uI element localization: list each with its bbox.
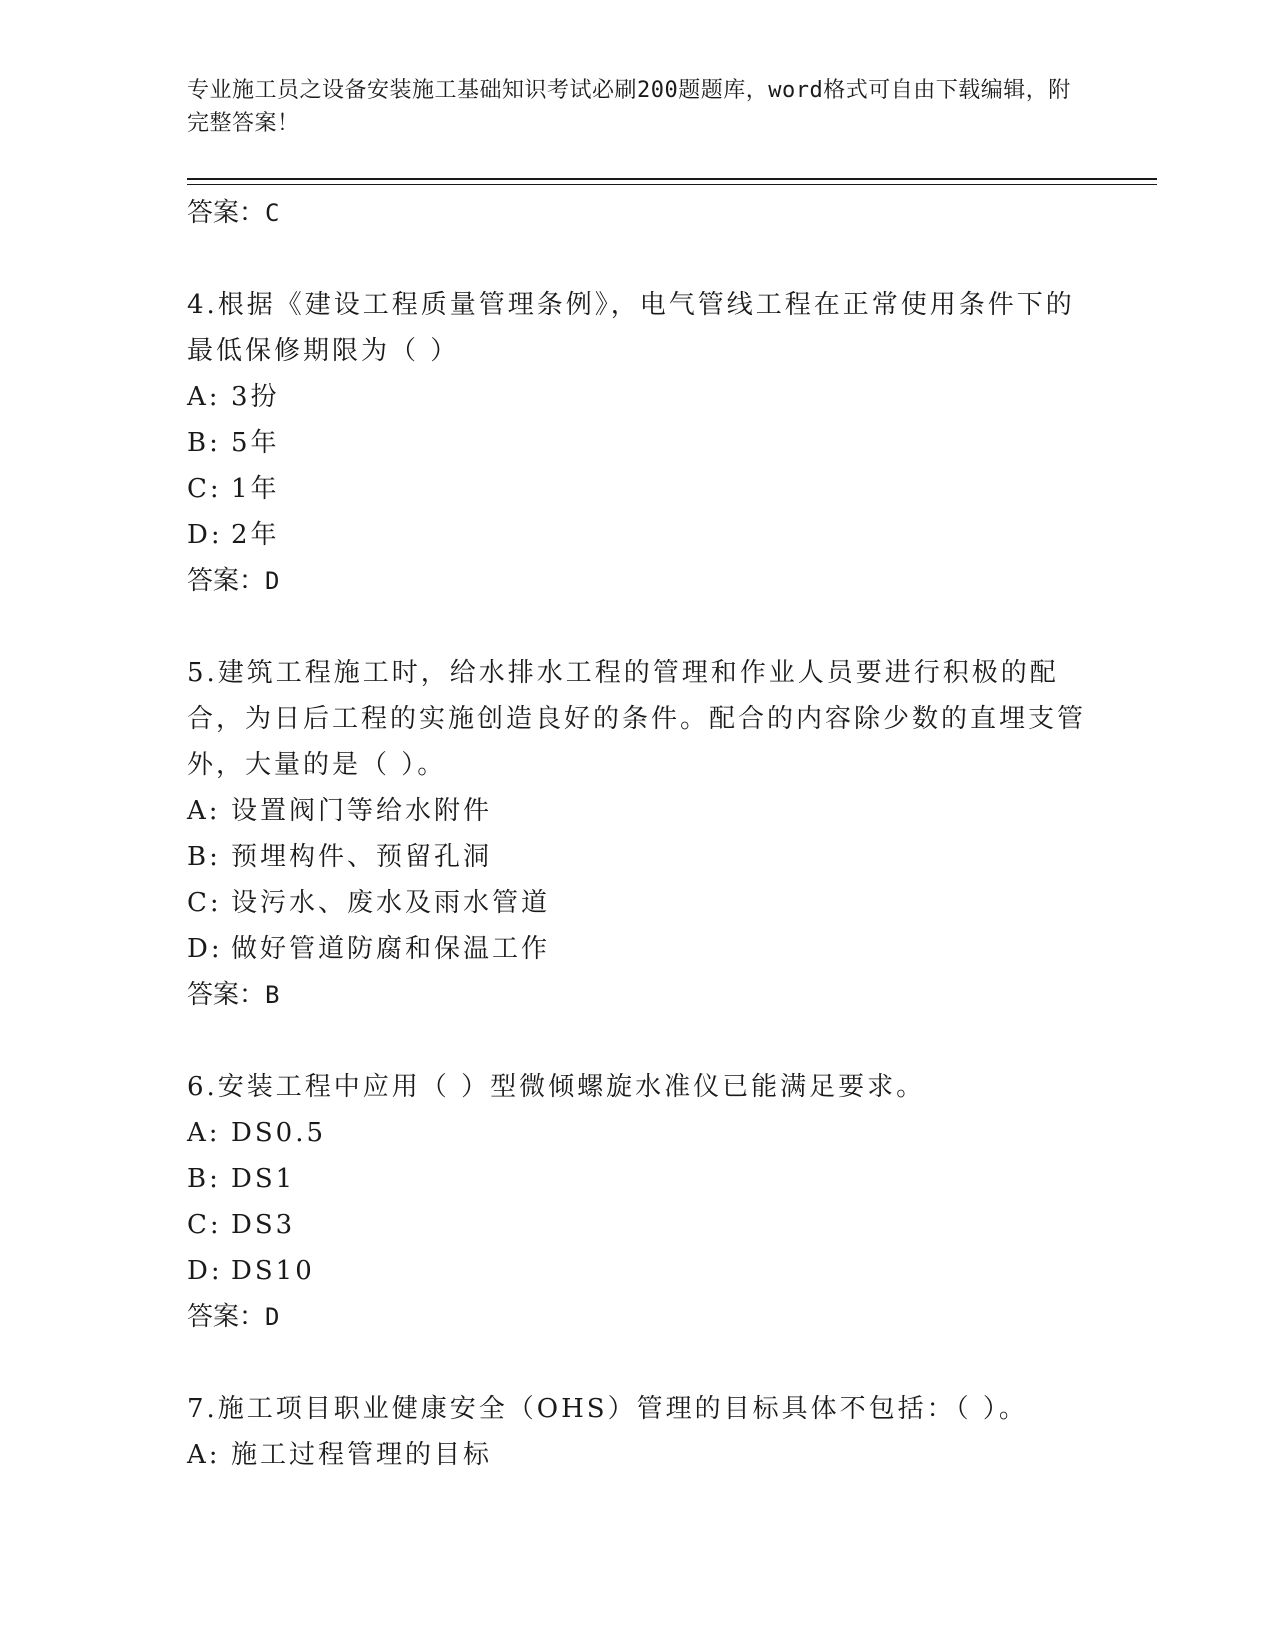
header-divider	[187, 178, 1157, 180]
option-letter: D:	[187, 1256, 223, 1286]
answer-label: 答案：	[187, 566, 266, 596]
option-text: 预埋构件、预留孔洞	[231, 842, 493, 872]
answer-line	[187, 1294, 1087, 1340]
answer-line	[187, 190, 1087, 236]
option-a	[187, 788, 1087, 834]
option-text: 设污水、废水及雨水管道	[231, 888, 551, 918]
option-letter: A:	[187, 382, 221, 412]
answer-label: 答案：	[187, 1302, 266, 1332]
option-letter: B:	[187, 842, 221, 872]
option-text: 3扮	[231, 382, 280, 412]
answer-value: D	[265, 1303, 280, 1331]
document-header: 专业施工员之设备安装施工基础知识考试必刷200题题库，word格式可自由下载编辑，附完整答案！	[187, 78, 1071, 136]
question-text: 6.安装工程中应用（ ）型微倾螺旋水准仪已能满足要求。	[187, 1072, 926, 1102]
option-letter: D:	[187, 934, 223, 964]
option-a	[187, 1110, 1087, 1156]
header-divider-thin	[187, 184, 1157, 185]
question-block	[187, 1386, 1087, 1478]
question-list	[187, 190, 1087, 1478]
option-text: DS3	[231, 1210, 296, 1240]
question-block	[187, 650, 1087, 1018]
option-text: DS10	[231, 1256, 315, 1286]
answer-value: D	[265, 567, 280, 595]
option-c	[187, 880, 1087, 926]
option-text: DS1	[231, 1164, 296, 1194]
option-a	[187, 1432, 1087, 1478]
option-letter: B:	[187, 1164, 221, 1194]
option-text: 2年	[231, 520, 280, 550]
answer-label: 答案：	[187, 198, 266, 228]
answer-line	[187, 558, 1087, 604]
option-c	[187, 1202, 1087, 1248]
option-text: 1年	[231, 474, 280, 504]
answer-value: B	[265, 981, 280, 1009]
option-letter: A:	[187, 1440, 221, 1470]
option-letter: B:	[187, 428, 221, 458]
option-d	[187, 1248, 1087, 1294]
option-letter: D:	[187, 520, 223, 550]
answer-line	[187, 972, 1087, 1018]
answer-value: C	[265, 199, 280, 227]
answer-label: 答案：	[187, 980, 266, 1010]
option-text: 5年	[231, 428, 280, 458]
option-text: 做好管道防腐和保温工作	[231, 934, 551, 964]
option-text: 设置阀门等给水附件	[231, 796, 493, 826]
question-block	[187, 1064, 1087, 1340]
option-letter: A:	[187, 1118, 221, 1148]
option-c	[187, 466, 1087, 512]
option-letter: A:	[187, 796, 221, 826]
option-d	[187, 512, 1087, 558]
option-text: DS0.5	[231, 1118, 327, 1148]
option-b	[187, 1156, 1087, 1202]
question-text: 4.根据《建设工程质量管理条例》，电气管线工程在正常使用条件下的最低保修期限为（ ）	[187, 290, 1075, 366]
option-letter: C:	[187, 474, 222, 504]
option-a	[187, 374, 1087, 420]
question-block	[187, 282, 1087, 604]
option-b	[187, 420, 1087, 466]
option-text: 施工过程管理的目标	[231, 1440, 493, 1470]
option-letter: C:	[187, 1210, 222, 1240]
option-letter: C:	[187, 888, 222, 918]
question-text: 7.施工项目职业健康安全（OHS）管理的目标具体不包括：（ ）。	[187, 1394, 1028, 1424]
option-b	[187, 834, 1087, 880]
question-text: 5.建筑工程施工时，给水排水工程的管理和作业人员要进行积极的配合，为日后工程的实施创造良好的条件。配合的内容除少数的直埋支管外，大量的是（ ）。	[187, 658, 1087, 780]
option-d	[187, 926, 1087, 972]
